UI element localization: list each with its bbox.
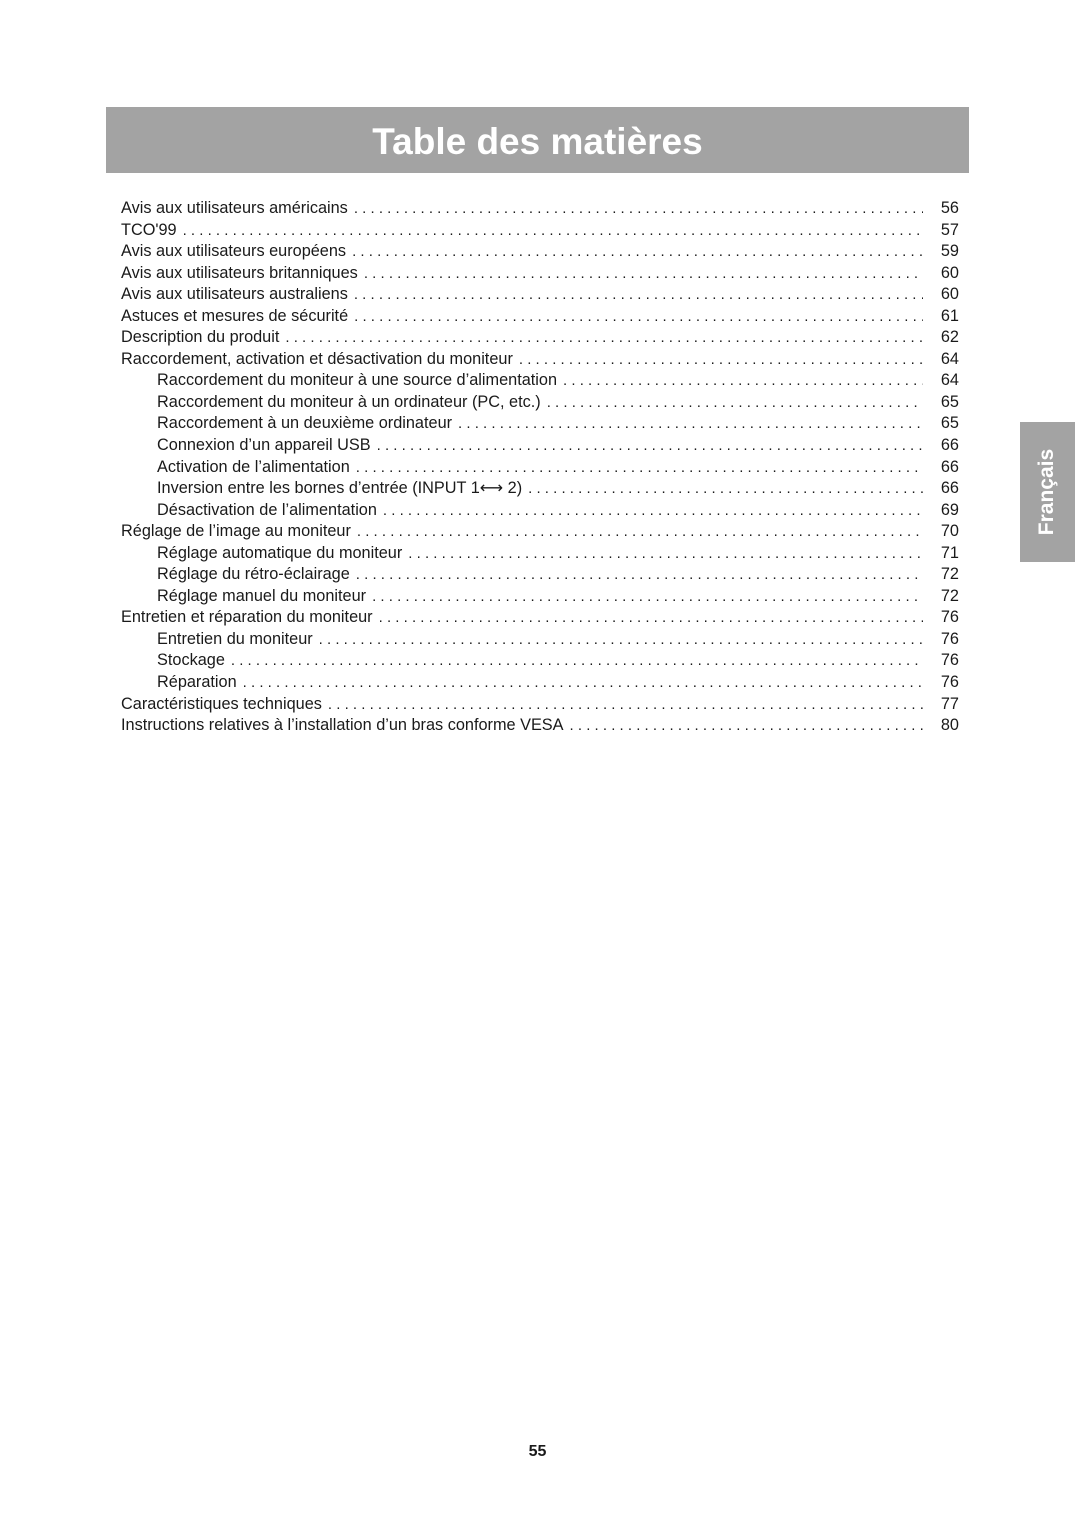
toc-entry-label: Réparation	[157, 673, 237, 692]
toc-entry-page: 56	[940, 199, 959, 217]
toc-entry-page: 66	[940, 436, 959, 455]
toc-entry-page: 57	[940, 220, 959, 239]
toc-entry-label: Raccordement du moniteur à un ordinateur (PC, etc.)	[157, 392, 541, 411]
toc-entry-page: 71	[940, 543, 959, 562]
toc-entry-label: Inversion entre les bornes d’entrée (INPUT 1⟷ 2)	[157, 479, 523, 498]
toc-entry-label: Activation de l’alimentation	[157, 457, 350, 476]
language-tab	[1020, 422, 1075, 562]
toc-subentry[interactable]	[121, 457, 959, 479]
toc-subentry[interactable]	[121, 392, 959, 414]
toc-entry-label: Entretien et réparation du moniteur	[121, 608, 373, 627]
toc-entry-page: 76	[940, 629, 959, 648]
toc-entry-label: Entretien du moniteur	[157, 629, 313, 648]
toc-entry[interactable]	[121, 327, 959, 349]
dot-leader	[547, 392, 923, 414]
toc-entry-page: 65	[940, 392, 959, 411]
dot-leader	[383, 500, 923, 522]
toc-entry-label: Raccordement à un deuxième ordinateur	[157, 414, 453, 433]
toc-entry-label: Réglage manuel du moniteur	[157, 586, 367, 605]
page-title: Table des matières	[372, 121, 703, 162]
dot-leader	[528, 478, 923, 500]
table-of-contents	[121, 198, 959, 737]
toc-entry-page: 66	[940, 479, 959, 498]
toc-entry-label: Caractéristiques techniques	[121, 694, 322, 713]
dot-leader	[354, 198, 923, 220]
dot-leader	[183, 220, 923, 242]
dot-leader	[231, 650, 923, 672]
toc-entry-page: 62	[940, 328, 959, 347]
dot-leader	[458, 413, 923, 435]
toc-subentry[interactable]	[121, 564, 959, 586]
dot-leader	[519, 349, 923, 371]
dot-leader	[372, 586, 923, 608]
toc-entry[interactable]	[121, 521, 959, 543]
toc-subentry[interactable]	[121, 478, 959, 500]
toc-entry-label: Réglage du rétro-éclairage	[157, 565, 350, 584]
dot-leader	[328, 694, 923, 716]
toc-entry-page: 64	[940, 349, 959, 368]
dot-leader	[408, 543, 923, 565]
toc-entry[interactable]	[121, 694, 959, 716]
toc-entry-label: TCO'99	[121, 220, 177, 239]
dot-leader	[563, 370, 923, 392]
dot-leader	[357, 521, 923, 543]
page-number: 55	[528, 1443, 547, 1460]
toc-entry[interactable]	[121, 198, 959, 220]
toc-entry-label: Raccordement du moniteur à une source d’alimentation	[157, 371, 558, 390]
toc-entry-page: 72	[940, 565, 959, 584]
toc-entry-page: 65	[940, 414, 959, 433]
dot-leader	[356, 564, 923, 586]
toc-subentry[interactable]	[121, 413, 959, 435]
toc-entry[interactable]	[121, 715, 959, 737]
dot-leader	[570, 715, 923, 737]
toc-entry-page: 77	[940, 694, 959, 713]
toc-entry-page: 72	[940, 586, 959, 605]
toc-subentry[interactable]	[121, 586, 959, 608]
toc-subentry[interactable]	[121, 435, 959, 457]
toc-entry-label: Réglage automatique du moniteur	[157, 543, 403, 562]
dot-leader	[354, 284, 923, 306]
toc-entry[interactable]	[121, 349, 959, 371]
toc-entry[interactable]	[121, 284, 959, 306]
toc-entry-page: 60	[940, 285, 959, 304]
dot-leader	[356, 457, 923, 479]
toc-entry-label: Raccordement, activation et désactivation du moniteur	[121, 349, 513, 368]
toc-entry-page: 76	[940, 673, 959, 692]
toc-subentry[interactable]	[121, 650, 959, 672]
toc-entry-label: Avis aux utilisateurs australiens	[121, 285, 348, 304]
toc-entry-page: 66	[940, 457, 959, 476]
toc-entry-page: 59	[940, 242, 959, 261]
toc-entry-label: Désactivation de l’alimentation	[157, 500, 377, 519]
dot-leader	[352, 241, 923, 263]
toc-entry[interactable]	[121, 241, 959, 263]
toc-entry-label: Avis aux utilisateurs américains	[121, 199, 348, 217]
dot-leader	[285, 327, 923, 349]
toc-entry-label: Connexion d’un appareil USB	[157, 436, 371, 455]
toc-entry-page: 70	[940, 522, 959, 541]
toc-subentry[interactable]	[121, 500, 959, 522]
dot-leader	[377, 435, 923, 457]
toc-entry-label: Description du produit	[121, 328, 280, 347]
toc-entry-page: 60	[940, 263, 959, 282]
toc-subentry[interactable]	[121, 370, 959, 392]
toc-entry[interactable]	[121, 607, 959, 629]
toc-entry[interactable]	[121, 263, 959, 285]
title-banner	[106, 107, 969, 173]
toc-entry-page: 69	[940, 500, 959, 519]
toc-entry-label: Réglage de l’image au moniteur	[121, 522, 351, 541]
dot-leader	[319, 629, 923, 651]
dot-leader	[379, 607, 923, 629]
toc-subentry[interactable]	[121, 672, 959, 694]
toc-entry-label: Astuces et mesures de sécurité	[121, 306, 349, 325]
toc-entry-page: 76	[940, 608, 959, 627]
toc-subentry[interactable]	[121, 543, 959, 565]
dot-leader	[243, 672, 923, 694]
toc-entry-page: 64	[940, 371, 959, 390]
toc-entry-label: Stockage	[157, 651, 225, 670]
toc-entry-label: Avis aux utilisateurs britanniques	[121, 263, 358, 282]
dot-leader	[364, 263, 923, 285]
toc-entry-label: Instructions relatives à l’installation d’un bras conforme VESA	[121, 716, 564, 735]
language-tab-label: Français	[1035, 448, 1059, 536]
toc-entry-label: Avis aux utilisateurs européens	[121, 242, 347, 261]
toc-entry[interactable]	[121, 306, 959, 328]
toc-entry-page: 61	[940, 306, 959, 325]
toc-entry-page: 76	[940, 651, 959, 670]
dot-leader	[354, 306, 923, 328]
toc-subentry[interactable]	[121, 629, 959, 651]
toc-entry[interactable]	[121, 220, 959, 242]
toc-entry-page: 80	[940, 716, 959, 735]
